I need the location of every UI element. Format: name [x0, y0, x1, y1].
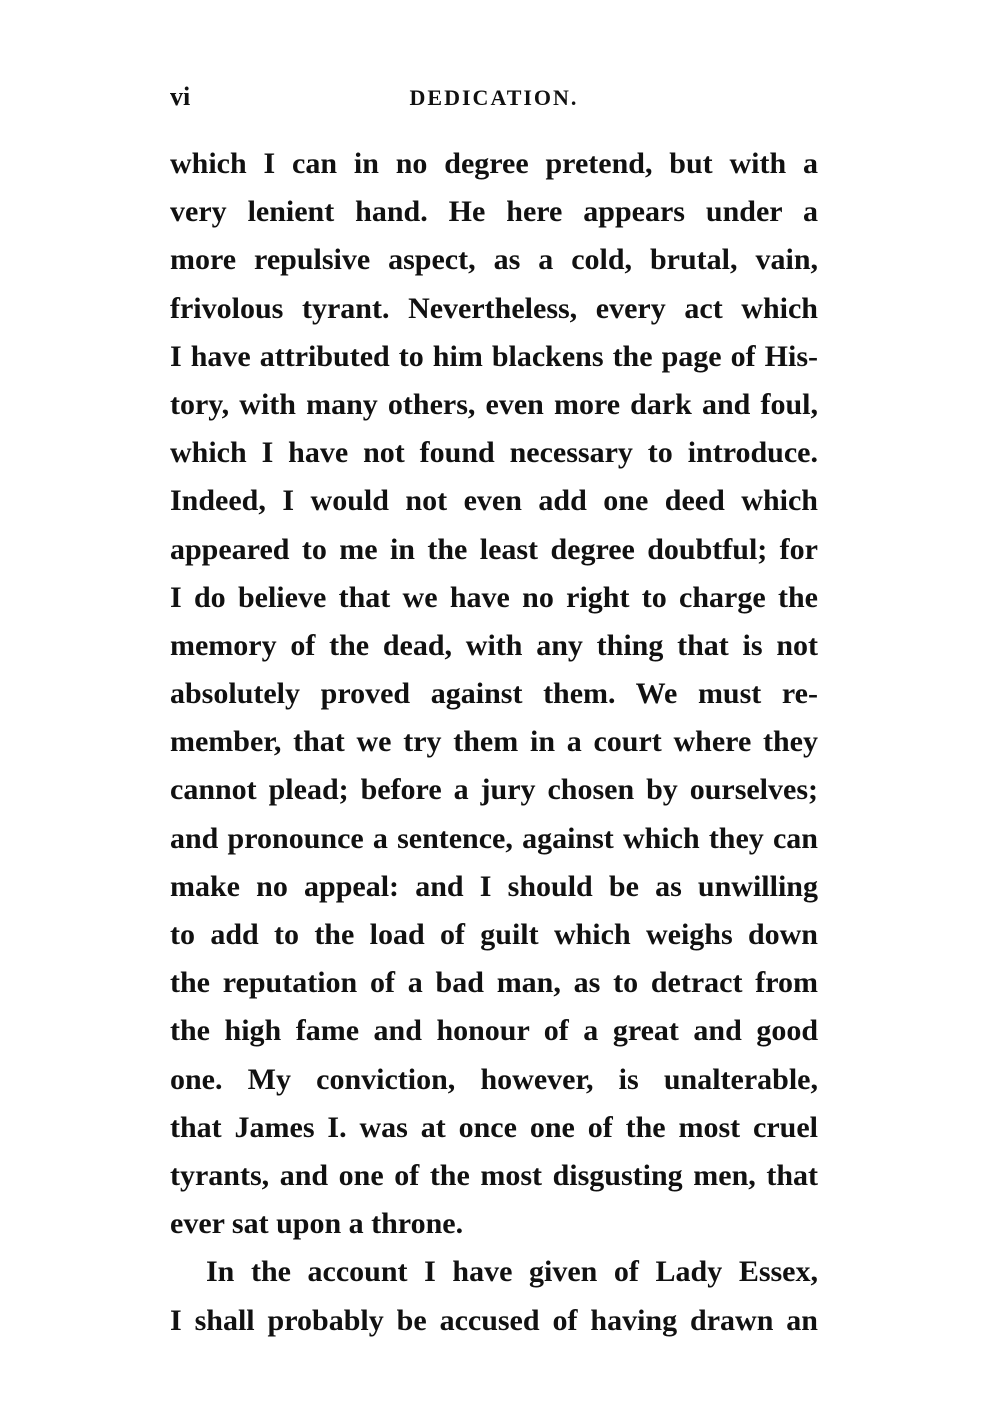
text-line: which I have not found necessary to introduce. — [170, 436, 818, 470]
text-line: to add to the load of guilt which weighs down — [170, 918, 818, 951]
running-title: DEDICATION. — [409, 85, 579, 110]
text-line: I shall probably be accused of having drawn an — [170, 1303, 818, 1337]
text-line: and pronounce a sentence, against which they can — [170, 821, 818, 855]
text-line: tyrants, and one of the most disgusting men, that — [170, 1158, 818, 1192]
text-line: appeared to me in the least degree doubtful; for — [170, 532, 818, 566]
text-line: the high fame and honour of a great and good — [170, 1014, 818, 1048]
text-line: absolutely proved against them. We must re- — [170, 677, 818, 711]
text-line: cannot plead; before a jury chosen by ourselves; — [170, 773, 818, 807]
text-line: the reputation of a bad man, as to detract from — [170, 966, 818, 1000]
body-text — [170, 140, 818, 1345]
paragraph-end-line: ever sat upon a throne. — [170, 1207, 464, 1241]
text-line: I have attributed to him blackens the page of His- — [170, 339, 818, 373]
paragraph-start-line: In the account I have given of Lady Essex, — [206, 1255, 818, 1289]
text-line: one. My conviction, however, is unalterable, — [170, 1062, 818, 1096]
text-line: that James I. was at once one of the most cruel — [170, 1110, 818, 1144]
text-line: more repulsive aspect, as a cold, brutal, vain, — [170, 243, 818, 277]
text-line: very lenient hand. He here appears under a — [170, 195, 818, 229]
text-line: I do believe that we have no right to charge the — [170, 580, 818, 614]
text-line: frivolous tyrant. Nevertheless, every act which — [170, 291, 818, 325]
text-line: which I can in no degree pretend, but with a — [170, 147, 818, 180]
text-line: make no appeal: and I should be as unwilling — [170, 869, 818, 903]
text-line: member, that we try them in a court where they — [170, 725, 818, 759]
text-line: tory, with many others, even more dark and foul, — [170, 387, 818, 421]
page-number: vi — [170, 82, 191, 111]
text-line: Indeed, I would not even add one deed which — [170, 484, 818, 518]
running-head — [170, 82, 818, 122]
text-line: memory of the dead, with any thing that is not — [170, 628, 818, 662]
